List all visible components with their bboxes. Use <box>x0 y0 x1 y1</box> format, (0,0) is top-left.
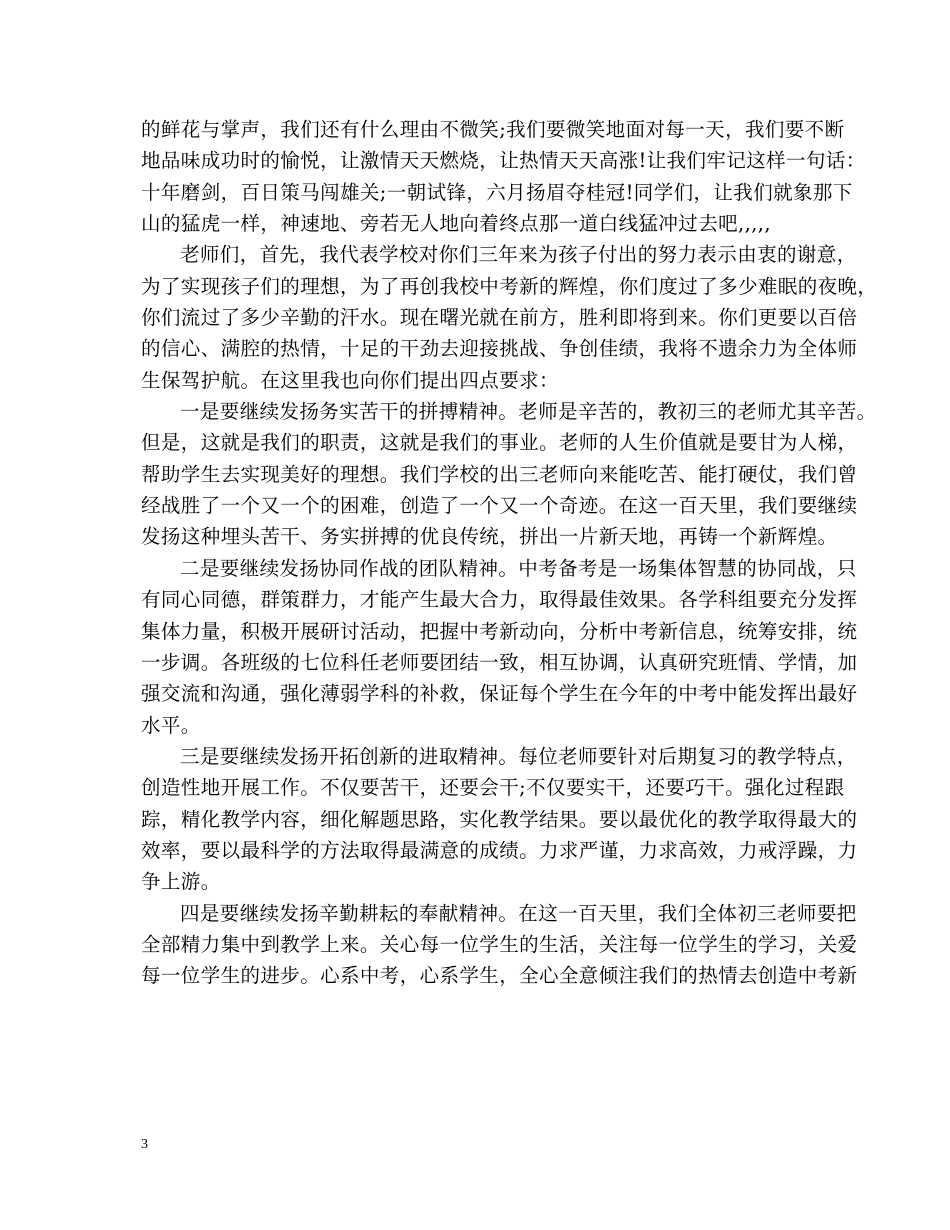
text-line: 山的猛虎一样，神速地、旁若无人地向着终点那一道白线猛冲过去吧,,,,, <box>141 212 771 236</box>
text-line: 为了实现孩子们的理想，为了再创我校中考新的辉煌，你们度过了多少难眠的夜晚， <box>141 274 878 298</box>
text-line: 强交流和沟通，强化薄弱学科的补救，保证每个学生在今年的中考中能发挥出最好 <box>141 682 858 706</box>
text-line: 全部精力集中到教学上来。关心每一位学生的生活，关注每一位学生的学习，关爱 <box>141 932 858 956</box>
text-line: 十年磨剑，百日策马闯雄关;一朝试锋，六月扬眉夺桂冠!同学们，让我们就象那下 <box>141 180 853 204</box>
text-line: 创造性地开展工作。不仅要苦干，还要会干;不仅要实干，还要巧干。强化过程跟 <box>141 776 845 800</box>
page-number: 3 <box>141 1137 148 1152</box>
text-line: 地品味成功时的愉悦，让激情天天燃烧，让热情天天高涨!让我们牢记这样一句话： <box>141 149 866 173</box>
paragraph-start-line: 四是要继续发扬辛勤耕耘的奉献精神。在这一百天里，我们全体初三老师要把 <box>180 901 857 925</box>
text-line: 的信心、满腔的热情，十足的干劲去迎接挑战、争创佳绩，我将不遗余力为全体师 <box>141 337 858 361</box>
text-line: 集体力量，积极开展研讨活动，把握中考新动向，分析中考新信息，统筹安排，统 <box>141 619 858 643</box>
paragraph-start-line: 老师们，首先，我代表学校对你们三年来为孩子付出的努力表示由衷的谢意， <box>180 243 857 267</box>
text-line: 一步调。各班级的七位科任老师要团结一致，相互协调，认真研究班情、学情，加 <box>141 650 858 674</box>
body-text <box>141 114 878 992</box>
text-line: 踪，精化教学内容，细化解题思路，实化教学结果。要以最优化的教学取得最大的 <box>141 807 858 831</box>
text-line: 有同心同德，群策群力，才能产生最大合力，取得最佳效果。各学科组要充分发挥 <box>141 588 858 612</box>
paragraph-start-line: 二是要继续发扬协同作战的团队精神。中考备考是一场集体智慧的协同战，只 <box>180 556 857 580</box>
text-line: 每一位学生的进步。心系中考，心系学生，全心全意倾注我们的热情去创造中考新 <box>141 964 858 988</box>
paragraph-start-line: 三是要继续发扬开拓创新的进取精神。每位老师要针对后期复习的教学特点， <box>180 744 857 768</box>
text-line: 的鲜花与掌声，我们还有什么理由不微笑;我们要微笑地面对每一天，我们要不断 <box>141 118 845 141</box>
text-line: 但是，这就是我们的职责，这就是我们的事业。老师的人生价值就是要甘为人梯， <box>141 431 858 455</box>
text-line: 帮助学生去实现美好的理想。我们学校的出三老师向来能吃苦、能打硬仗，我们曾 <box>141 462 858 486</box>
text-line: 发扬这种埋头苦干、务实拼搏的优良传统，拼出一片新天地，再铸一个新辉煌。 <box>141 525 838 549</box>
text-line: 争上游。 <box>141 870 221 894</box>
text-line: 效率，要以最科学的方法取得最满意的成绩。力求严谨，力求高效，力戒浮躁，力 <box>141 838 858 862</box>
text-line: 水平。 <box>141 713 201 737</box>
text-line: 经战胜了一个又一个的困难，创造了一个又一个奇迹。在这一百天里，我们要继续 <box>141 494 858 518</box>
text-line: 生保驾护航。在这里我也向你们提出四点要求： <box>141 368 559 392</box>
paragraph-start-line: 一是要继续发扬务实苦干的拼搏精神。老师是辛苦的，教初三的老师尤其辛苦。 <box>180 400 877 424</box>
text-line: 你们流过了多少辛勤的汗水。现在曙光就在前方，胜利即将到来。你们更要以百倍 <box>141 306 858 330</box>
